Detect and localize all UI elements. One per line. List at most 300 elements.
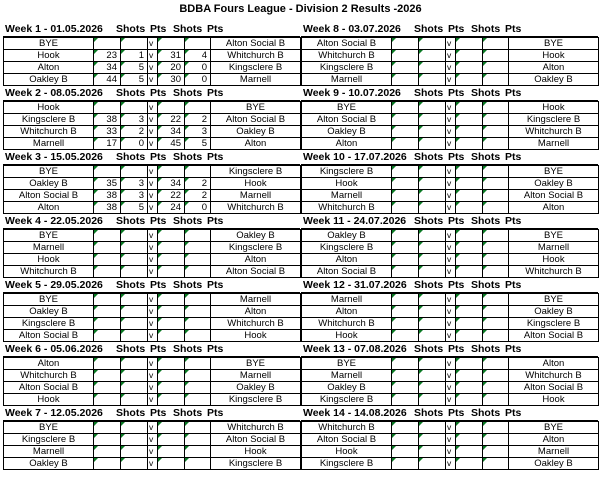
away-points (483, 294, 509, 306)
week-block (3, 86, 300, 150)
fixtures-table (3, 421, 301, 470)
fixture-row (302, 394, 599, 406)
fixture-row (4, 202, 301, 214)
home-pts-header: Pts (448, 343, 465, 355)
fixture-row (4, 394, 301, 406)
away-team: Hook (509, 102, 599, 114)
versus-marker: v (446, 446, 456, 458)
away-points (483, 50, 509, 62)
away-points (185, 242, 211, 254)
versus-marker: v (148, 422, 158, 434)
versus-marker: v (148, 62, 158, 74)
away-shots (158, 166, 185, 178)
versus-marker: v (148, 190, 158, 202)
home-team: Alton (4, 202, 94, 214)
week-block (3, 406, 300, 470)
away-points (483, 62, 509, 74)
home-points (419, 202, 446, 214)
away-shots (158, 266, 185, 278)
home-shots (392, 242, 419, 254)
weeks-left-column (3, 22, 300, 470)
away-shots-header: Shots (173, 279, 203, 291)
away-points (185, 230, 211, 242)
versus-marker: v (148, 254, 158, 266)
home-shots (94, 266, 121, 278)
week-title: Week 10 - 17.07.2026 (303, 151, 407, 163)
fixtures-table (3, 293, 301, 342)
week-block (301, 342, 598, 406)
versus-marker: v (446, 370, 456, 382)
away-team: Marnell (509, 446, 599, 458)
away-points (483, 190, 509, 202)
away-points (185, 330, 211, 342)
versus-marker: v (446, 358, 456, 370)
away-shots-header: Shots (173, 407, 203, 419)
fixture-row (302, 294, 599, 306)
week-title: Week 13 - 07.08.2026 (303, 343, 407, 355)
away-team: Hook (211, 178, 301, 190)
away-shots-header: Shots (471, 215, 501, 227)
away-shots (456, 330, 483, 342)
versus-marker: v (148, 318, 158, 330)
fixture-row (4, 166, 301, 178)
home-shots (94, 242, 121, 254)
away-pts-header: Pts (207, 343, 224, 355)
versus-marker: v (446, 266, 456, 278)
away-team: Oakley B (509, 458, 599, 470)
home-team: Whitchurch B (302, 318, 392, 330)
week-title: Week 8 - 03.07.2026 (303, 23, 401, 35)
week-header (3, 86, 300, 101)
versus-marker: v (446, 242, 456, 254)
away-team: Kingsclere B (211, 62, 301, 74)
away-team: Oakley B (211, 382, 301, 394)
fixture-row (4, 62, 301, 74)
away-shots (456, 62, 483, 74)
home-shots: 23 (94, 50, 121, 62)
away-points (483, 394, 509, 406)
fixture-row (4, 38, 301, 50)
home-team: Kingsclere B (302, 242, 392, 254)
home-points (121, 166, 148, 178)
home-team: Marnell (4, 138, 94, 150)
home-team: Whitchurch B (4, 370, 94, 382)
home-team: Alton (302, 254, 392, 266)
home-shots-header: Shots (414, 215, 444, 227)
away-points (483, 126, 509, 138)
home-shots (94, 330, 121, 342)
away-team: Oakley B (509, 306, 599, 318)
home-points: 3 (121, 114, 148, 126)
away-team: Alton Social B (211, 434, 301, 446)
home-team: Marnell (4, 242, 94, 254)
versus-marker: v (446, 74, 456, 86)
home-shots (94, 382, 121, 394)
home-team: Kingsclere B (302, 394, 392, 406)
fixture-row (4, 126, 301, 138)
home-team: Oakley B (4, 306, 94, 318)
home-team: BYE (4, 294, 94, 306)
home-points (121, 446, 148, 458)
versus-marker: v (446, 166, 456, 178)
home-team: BYE (4, 166, 94, 178)
week-block (301, 22, 598, 86)
away-shots (158, 394, 185, 406)
away-shots (456, 434, 483, 446)
versus-marker: v (148, 446, 158, 458)
away-team: Alton (211, 306, 301, 318)
away-shots (456, 166, 483, 178)
versus-marker: v (148, 102, 158, 114)
home-shots (94, 102, 121, 114)
versus-marker: v (446, 422, 456, 434)
week-title: Week 7 - 12.05.2026 (5, 407, 103, 419)
away-points (483, 330, 509, 342)
versus-marker: v (446, 318, 456, 330)
away-shots (158, 318, 185, 330)
home-shots (392, 358, 419, 370)
home-points (419, 358, 446, 370)
versus-marker: v (446, 102, 456, 114)
home-team: Hook (302, 446, 392, 458)
home-shots (94, 458, 121, 470)
home-shots (94, 254, 121, 266)
away-points (483, 370, 509, 382)
away-points (185, 458, 211, 470)
home-shots-header: Shots (116, 87, 146, 99)
fixture-row (4, 306, 301, 318)
away-shots: 30 (158, 74, 185, 86)
home-points (419, 330, 446, 342)
away-points (483, 306, 509, 318)
away-team: Whitchurch B (211, 50, 301, 62)
week-title: Week 3 - 15.05.2026 (5, 151, 103, 163)
fixture-row (4, 266, 301, 278)
away-points (185, 358, 211, 370)
fixture-row (302, 50, 599, 62)
home-points (121, 458, 148, 470)
fixture-row (4, 382, 301, 394)
away-points (185, 382, 211, 394)
home-shots (392, 166, 419, 178)
away-shots (456, 422, 483, 434)
away-shots (158, 422, 185, 434)
versus-marker: v (148, 242, 158, 254)
away-points (483, 102, 509, 114)
away-shots-header: Shots (471, 87, 501, 99)
home-points (419, 74, 446, 86)
home-points (121, 370, 148, 382)
home-shots (392, 422, 419, 434)
home-team: Alton Social B (4, 382, 94, 394)
fixtures-table (301, 421, 599, 470)
home-shots (392, 330, 419, 342)
away-shots (158, 330, 185, 342)
fixtures-table (3, 229, 301, 278)
away-points (483, 242, 509, 254)
week-header (301, 214, 598, 229)
home-team: Oakley B (302, 126, 392, 138)
week-title: Week 2 - 08.05.2026 (5, 87, 103, 99)
away-shots (456, 38, 483, 50)
away-points (483, 446, 509, 458)
home-points: 5 (121, 62, 148, 74)
home-pts-header: Pts (448, 215, 465, 227)
versus-marker: v (148, 294, 158, 306)
home-team: BYE (302, 102, 392, 114)
away-shots (456, 358, 483, 370)
away-shots (158, 306, 185, 318)
away-team: Alton (509, 202, 599, 214)
away-team: Oakley B (211, 126, 301, 138)
away-pts-header: Pts (505, 407, 522, 419)
home-points (419, 422, 446, 434)
away-shots-header: Shots (471, 279, 501, 291)
home-shots (392, 50, 419, 62)
home-team: Whitchurch B (4, 266, 94, 278)
home-points (419, 266, 446, 278)
versus-marker: v (446, 50, 456, 62)
away-pts-header: Pts (505, 23, 522, 35)
fixtures-table (301, 293, 599, 342)
home-shots (94, 358, 121, 370)
fixture-row (4, 74, 301, 86)
home-shots (392, 394, 419, 406)
week-block (301, 278, 598, 342)
home-shots (392, 114, 419, 126)
away-shots (456, 446, 483, 458)
away-team: Whitchurch B (509, 266, 599, 278)
page-title: BDBA Fours League - Division 2 Results -2026 (179, 3, 422, 15)
away-points (483, 422, 509, 434)
away-team: Alton (509, 434, 599, 446)
fixture-row (4, 114, 301, 126)
fixture-row (4, 230, 301, 242)
away-shots (456, 126, 483, 138)
home-team: Alton Social B (302, 38, 392, 50)
away-team: Alton Social B (509, 330, 599, 342)
away-team: BYE (211, 102, 301, 114)
versus-marker: v (148, 330, 158, 342)
away-team: Whitchurch B (509, 370, 599, 382)
home-points (419, 318, 446, 330)
away-team: Whitchurch B (211, 422, 301, 434)
away-team: BYE (509, 294, 599, 306)
home-team: Marnell (302, 74, 392, 86)
away-shots-header: Shots (173, 343, 203, 355)
away-shots (158, 458, 185, 470)
home-team: Kingsclere B (4, 434, 94, 446)
away-pts-header: Pts (505, 215, 522, 227)
fixture-row (4, 446, 301, 458)
week-title: Week 9 - 10.07.2026 (303, 87, 401, 99)
away-points (185, 318, 211, 330)
home-team: Alton Social B (302, 434, 392, 446)
away-shots (456, 114, 483, 126)
away-team: Marnell (509, 138, 599, 150)
fixture-row (4, 254, 301, 266)
home-points (419, 230, 446, 242)
home-points (419, 190, 446, 202)
away-points (185, 306, 211, 318)
home-points (419, 138, 446, 150)
home-points (121, 434, 148, 446)
versus-marker: v (446, 306, 456, 318)
away-pts-header: Pts (207, 87, 224, 99)
away-points: 5 (185, 138, 211, 150)
week-header (301, 342, 598, 357)
fixture-row (4, 102, 301, 114)
home-team: Kingsclere B (302, 458, 392, 470)
home-shots-header: Shots (414, 23, 444, 35)
home-points (419, 434, 446, 446)
home-points (419, 166, 446, 178)
versus-marker: v (148, 306, 158, 318)
fixture-row (302, 114, 599, 126)
away-points: 4 (185, 50, 211, 62)
away-points (483, 230, 509, 242)
versus-marker: v (446, 230, 456, 242)
away-points (483, 254, 509, 266)
home-pts-header: Pts (150, 343, 167, 355)
versus-marker: v (148, 166, 158, 178)
away-team: Alton (509, 358, 599, 370)
home-team: Alton Social B (4, 330, 94, 342)
home-pts-header: Pts (150, 407, 167, 419)
away-points (483, 318, 509, 330)
away-pts-header: Pts (207, 215, 224, 227)
fixture-row (302, 318, 599, 330)
home-pts-header: Pts (448, 407, 465, 419)
versus-marker: v (148, 202, 158, 214)
versus-marker: v (446, 114, 456, 126)
away-points (483, 114, 509, 126)
home-points (121, 422, 148, 434)
away-points (483, 458, 509, 470)
home-points (121, 230, 148, 242)
home-points (419, 446, 446, 458)
away-shots (158, 254, 185, 266)
week-header (301, 150, 598, 165)
home-points (121, 38, 148, 50)
home-points (419, 126, 446, 138)
week-block (3, 214, 300, 278)
away-shots (456, 458, 483, 470)
home-points (419, 394, 446, 406)
fixture-row (4, 458, 301, 470)
away-team: Oakley B (211, 230, 301, 242)
home-pts-header: Pts (150, 87, 167, 99)
versus-marker: v (148, 126, 158, 138)
away-pts-header: Pts (505, 151, 522, 163)
away-shots (456, 202, 483, 214)
home-shots (392, 230, 419, 242)
home-shots (392, 74, 419, 86)
fixture-row (4, 294, 301, 306)
home-points: 3 (121, 190, 148, 202)
away-team: Hook (211, 330, 301, 342)
away-points (185, 394, 211, 406)
home-team: BYE (4, 38, 94, 50)
versus-marker: v (446, 126, 456, 138)
week-title: Week 4 - 22.05.2026 (5, 215, 103, 227)
home-team: Kingsclere B (302, 166, 392, 178)
week-header (3, 278, 300, 293)
away-pts-header: Pts (207, 407, 224, 419)
home-shots (392, 266, 419, 278)
fixtures-table (3, 165, 301, 214)
away-shots: 34 (158, 178, 185, 190)
away-points: 2 (185, 190, 211, 202)
home-team: Kingsclere B (302, 62, 392, 74)
fixture-row (4, 138, 301, 150)
home-team: Hook (4, 394, 94, 406)
home-shots (94, 394, 121, 406)
home-pts-header: Pts (448, 23, 465, 35)
home-pts-header: Pts (150, 215, 167, 227)
home-team: Hook (302, 178, 392, 190)
week-header (3, 150, 300, 165)
home-points (121, 266, 148, 278)
home-pts-header: Pts (448, 87, 465, 99)
away-points (483, 358, 509, 370)
home-shots (392, 38, 419, 50)
versus-marker: v (446, 178, 456, 190)
away-points: 0 (185, 62, 211, 74)
home-team: Hook (4, 254, 94, 266)
home-shots-header: Shots (116, 151, 146, 163)
away-points: 0 (185, 202, 211, 214)
week-title: Week 14 - 14.08.2026 (303, 407, 407, 419)
away-points (185, 254, 211, 266)
away-team: Alton Social B (211, 38, 301, 50)
home-points (419, 102, 446, 114)
home-pts-header: Pts (150, 23, 167, 35)
week-title: Week 1 - 01.05.2026 (5, 23, 103, 35)
home-team: Oakley B (4, 458, 94, 470)
home-shots (392, 446, 419, 458)
versus-marker: v (148, 394, 158, 406)
away-points (483, 74, 509, 86)
week-block (3, 150, 300, 214)
fixture-row (4, 190, 301, 202)
home-points (121, 382, 148, 394)
home-points (419, 254, 446, 266)
away-team: Marnell (211, 294, 301, 306)
home-shots (94, 370, 121, 382)
versus-marker: v (148, 74, 158, 86)
away-shots (456, 50, 483, 62)
away-shots (158, 382, 185, 394)
home-team: Whitchurch B (302, 202, 392, 214)
away-shots: 34 (158, 126, 185, 138)
away-team: Oakley B (509, 74, 599, 86)
away-shots (456, 254, 483, 266)
home-points (419, 242, 446, 254)
fixture-row (302, 358, 599, 370)
home-team: Alton (302, 306, 392, 318)
away-team: Hook (211, 446, 301, 458)
away-team: Marnell (211, 74, 301, 86)
home-shots: 38 (94, 114, 121, 126)
away-shots-header: Shots (173, 215, 203, 227)
home-shots (94, 38, 121, 50)
week-title: Week 11 - 24.07.2026 (303, 215, 407, 227)
fixture-row (302, 62, 599, 74)
away-shots (158, 230, 185, 242)
versus-marker: v (148, 138, 158, 150)
away-team: Hook (509, 254, 599, 266)
